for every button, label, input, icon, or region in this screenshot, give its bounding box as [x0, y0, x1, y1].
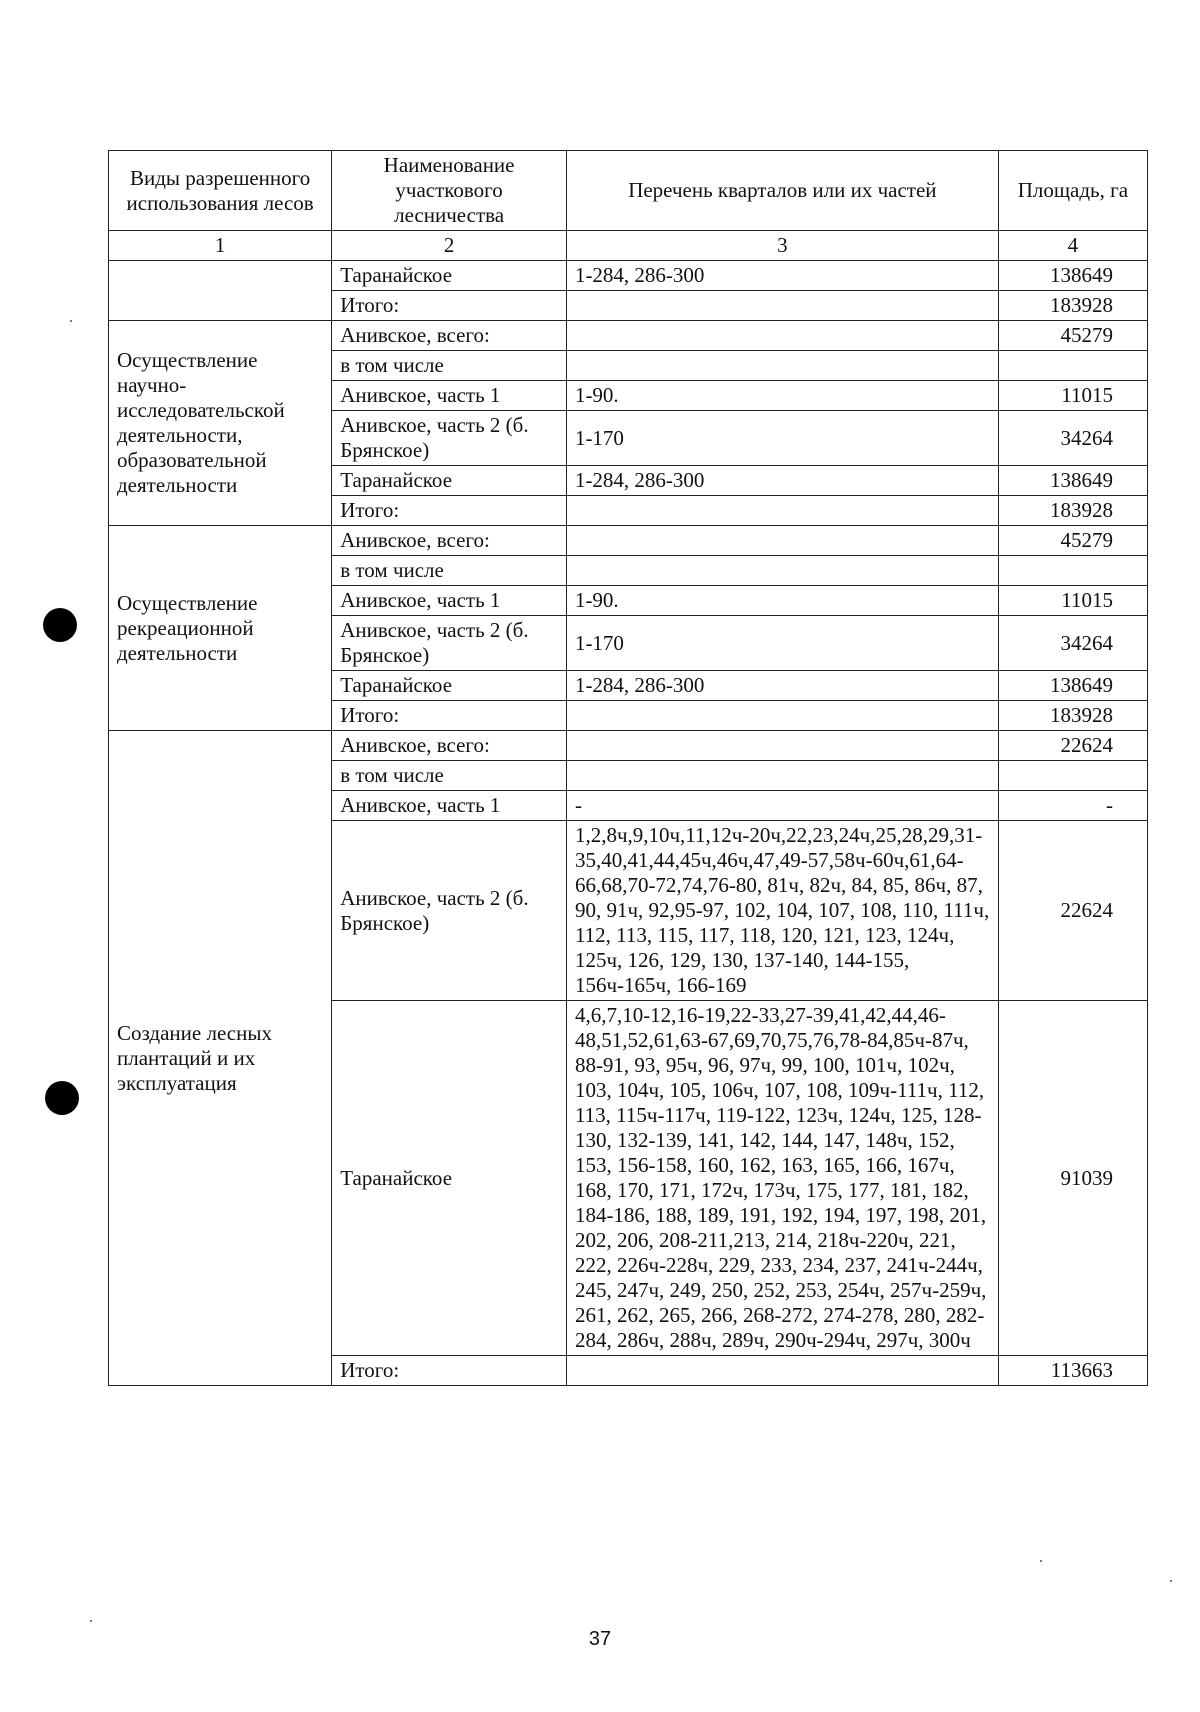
forestry-name: Таранайское [332, 1001, 567, 1356]
column-number: 4 [998, 231, 1147, 261]
column-number: 2 [332, 231, 567, 261]
column-number: 3 [566, 231, 998, 261]
quarters-list [566, 1356, 998, 1386]
scan-speck [70, 320, 72, 322]
area-value: 34264 [998, 616, 1147, 671]
total-label: Итого: [332, 496, 567, 526]
total-area-value: 183928 [998, 701, 1147, 731]
quarters-list [566, 321, 998, 351]
quarters-list [566, 526, 998, 556]
column-number: 1 [109, 231, 332, 261]
forestry-name: Анивское, часть 1 [332, 381, 567, 411]
table-header-row [109, 151, 1148, 231]
area-value: 91039 [998, 1001, 1147, 1356]
forestry-name: в том числе [332, 556, 567, 586]
header-area: Площадь, га [998, 151, 1147, 231]
area-value: 22624 [998, 731, 1147, 761]
quarters-list [566, 701, 998, 731]
area-value: 138649 [998, 466, 1147, 496]
punch-hole-mark [43, 608, 77, 642]
area-value: 138649 [998, 671, 1147, 701]
area-value: 45279 [998, 526, 1147, 556]
quarters-list: 1-90. [566, 586, 998, 616]
forestry-name: Анивское, часть 1 [332, 791, 567, 821]
quarters-list: 1-170 [566, 616, 998, 671]
area-value [998, 761, 1147, 791]
forestry-name: Таранайское [332, 671, 567, 701]
total-area-value: 113663 [998, 1356, 1147, 1386]
quarters-list [566, 731, 998, 761]
quarters-list: 1-284, 286-300 [566, 466, 998, 496]
quarters-list [566, 496, 998, 526]
column-number-row [109, 231, 1148, 261]
punch-hole-mark [45, 1081, 79, 1115]
forestry-name: Анивское, всего: [332, 526, 567, 556]
forestry-name: Таранайское [332, 466, 567, 496]
area-value [998, 351, 1147, 381]
quarters-list [566, 556, 998, 586]
forestry-name: Анивское, часть 2 (б. Брянское) [332, 411, 567, 466]
total-area-value: 183928 [998, 291, 1147, 321]
total-label: Итого: [332, 291, 567, 321]
header-use-type: Виды разрешенного использования лесов [109, 151, 332, 231]
forest-use-table [108, 150, 1148, 1386]
quarters-list: 1-284, 286-300 [566, 261, 998, 291]
area-value: - [998, 791, 1147, 821]
quarters-list: 1-90. [566, 381, 998, 411]
total-label: Итого: [332, 1356, 567, 1386]
quarters-list: 1-170 [566, 411, 998, 466]
scan-speck [1040, 1560, 1042, 1562]
quarters-list: - [566, 791, 998, 821]
header-quarters: Перечень кварталов или их частей [566, 151, 998, 231]
area-value [998, 556, 1147, 586]
forestry-name: Анивское, часть 1 [332, 586, 567, 616]
purpose-research-education: Осуществление научно-исследовательской деятельности, образовательной деятельности [109, 321, 332, 526]
quarters-list [566, 291, 998, 321]
forestry-name: Таранайское [332, 261, 567, 291]
total-area-value: 183928 [998, 496, 1147, 526]
area-value: 45279 [998, 321, 1147, 351]
area-value: 11015 [998, 586, 1147, 616]
quarters-list: 1,2,8ч,9,10ч,11,12ч-20ч,22,23,24ч,25,28,29,31-35,40,41,44,45ч,46ч,47,49-57,58ч-60ч,61,64-66,68,70-72,74,76-80, 81ч, 82ч, 84, 85, 86ч, 87, 90, 91ч, 92,95-97, 102, 104, 107, 108, 110, 111ч, 112, 113, 115, 117, 118, 120, 121, 123, 124ч, 125ч, 126, 129, 130, 137-140, 144-155, 156ч-165ч, 166-169 [566, 821, 998, 1001]
area-value: 34264 [998, 411, 1147, 466]
forestry-name: Анивское, всего: [332, 731, 567, 761]
scan-speck [1170, 1580, 1172, 1582]
table-row [109, 321, 1148, 351]
quarters-list: 1-284, 286-300 [566, 671, 998, 701]
forestry-name: в том числе [332, 761, 567, 791]
table-row [109, 526, 1148, 556]
forestry-name: Анивское, часть 2 (б. Брянское) [332, 821, 567, 1001]
total-label: Итого: [332, 701, 567, 731]
page-number: 37 [588, 1628, 612, 1650]
area-value: 22624 [998, 821, 1147, 1001]
purpose-cell-empty [109, 261, 332, 321]
purpose-forest-plantations: Создание лесных плантаций и их эксплуатация [109, 731, 332, 1386]
area-value: 11015 [998, 381, 1147, 411]
quarters-list: 4,6,7,10-12,16-19,22-33,27-39,41,42,44,46-48,51,52,61,63-67,69,70,75,76,78-84,85ч-87ч, 88-91, 93, 95ч, 96, 97ч, 99, 100, 101ч, 102ч, 103, 104ч, 105, 106ч, 107, 108, 109ч-111ч, 112, 113, 115ч-117ч, 119-122, 123ч, 124ч, 125, 128-130, 132-139, 141, 142, 144, 147, 148ч, 152, 153, 156-158, 160, 162, 163, 165, 166, 167ч, 168, 170, 171, 172ч, 173ч, 175, 177, 181, 182, 184-186, 188, 189, 191, 192, 194, 197, 198, 201, 202, 206, 208-211,213, 214, 218ч-220ч, 221, 222, 226ч-228ч, 229, 233, 234, 237, 241ч-244ч, 245, 247ч, 249, 250, 252, 253, 254ч, 257ч-259ч, 261, 262, 265, 266, 268-272, 274-278, 280, 282-284, 286ч, 288ч, 289ч, 290ч-294ч, 297ч, 300ч [566, 1001, 998, 1356]
quarters-list [566, 351, 998, 381]
scan-speck [90, 1620, 92, 1622]
forestry-name: Анивское, часть 2 (б. Брянское) [332, 616, 567, 671]
area-value: 138649 [998, 261, 1147, 291]
forestry-name: в том числе [332, 351, 567, 381]
forestry-name: Анивское, всего: [332, 321, 567, 351]
purpose-recreation: Осуществление рекреационной деятельности [109, 526, 332, 731]
header-forestry-name: Наименование участкового лесничества [332, 151, 567, 231]
quarters-list [566, 761, 998, 791]
table-row [109, 261, 1148, 291]
table-row [109, 731, 1148, 761]
